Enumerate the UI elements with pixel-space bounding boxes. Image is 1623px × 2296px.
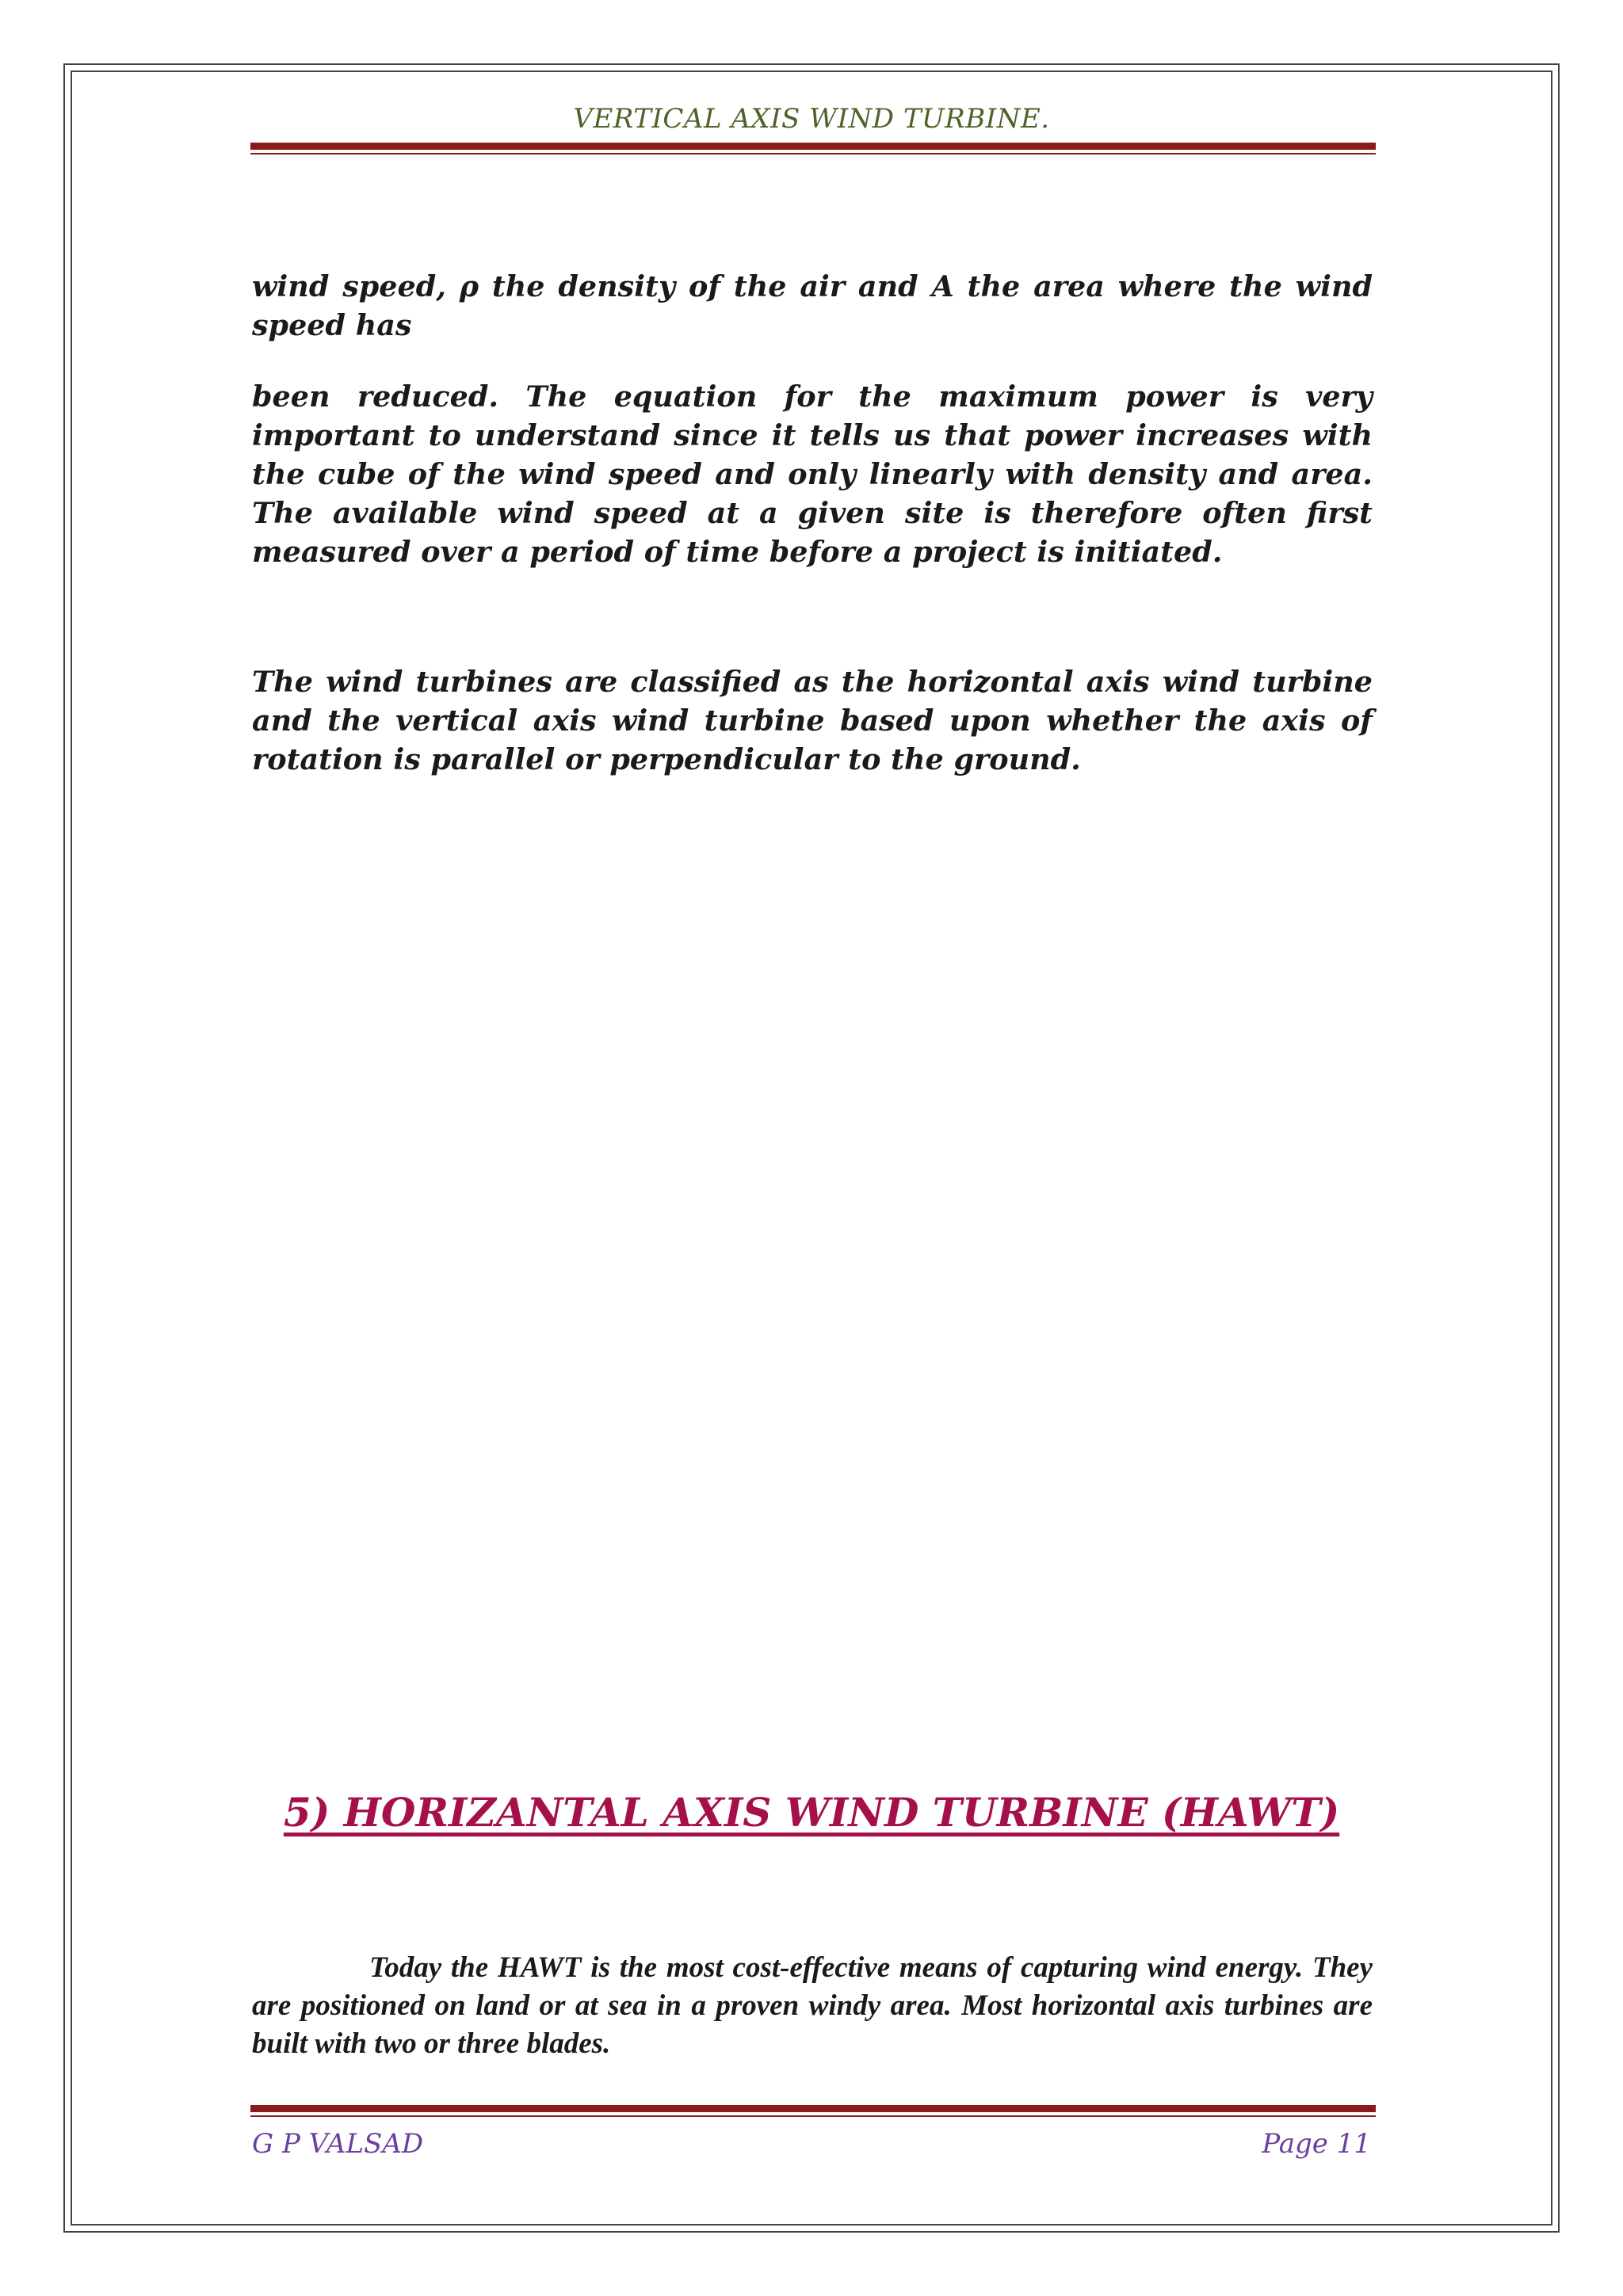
page-header-title: VERTICAL AXIS WIND TURBINE. bbox=[573, 103, 1050, 135]
paragraph-turbine-classification: The wind turbines are classified as the horizontal axis wind turbine and the vertical axis wind turbine based upon whether the axis of rotation is parallel or perpendicular to the ground. bbox=[252, 665, 1373, 776]
section-heading-hawt: 5) HORIZANTAL AXIS WIND TURBINE (HAWT) bbox=[283, 1789, 1340, 1836]
footer-rule-thin bbox=[250, 2115, 1376, 2117]
paragraph-maximum-power: been reduced. The equation for the maximum power is very important to understand since it tells us that power increases with the cube of the wind speed and only linearly with density and area. The available wind speed at a given site is therefore often first measured over a period of time before a project is initiated. bbox=[252, 379, 1373, 569]
header-rule-thick bbox=[250, 143, 1376, 150]
footer-rule-thick bbox=[250, 2105, 1376, 2112]
paragraph-hawt-text: Today the HAWT is the most cost-effective means of capturing wind energy. They are positioned on land or at sea in a proven windy area. Most horizontal axis turbines are built with two or three blades. bbox=[252, 1951, 1373, 2060]
paragraph-hawt bbox=[252, 1949, 1373, 2063]
footer-author: G P VALSAD bbox=[252, 2128, 424, 2160]
paragraph-wind-speed: wind speed, ρ the density of the air and A the area where the wind speed has bbox=[252, 269, 1373, 342]
header-rule-thin bbox=[250, 153, 1376, 154]
footer-page-number: Page 11 bbox=[1262, 2128, 1371, 2160]
